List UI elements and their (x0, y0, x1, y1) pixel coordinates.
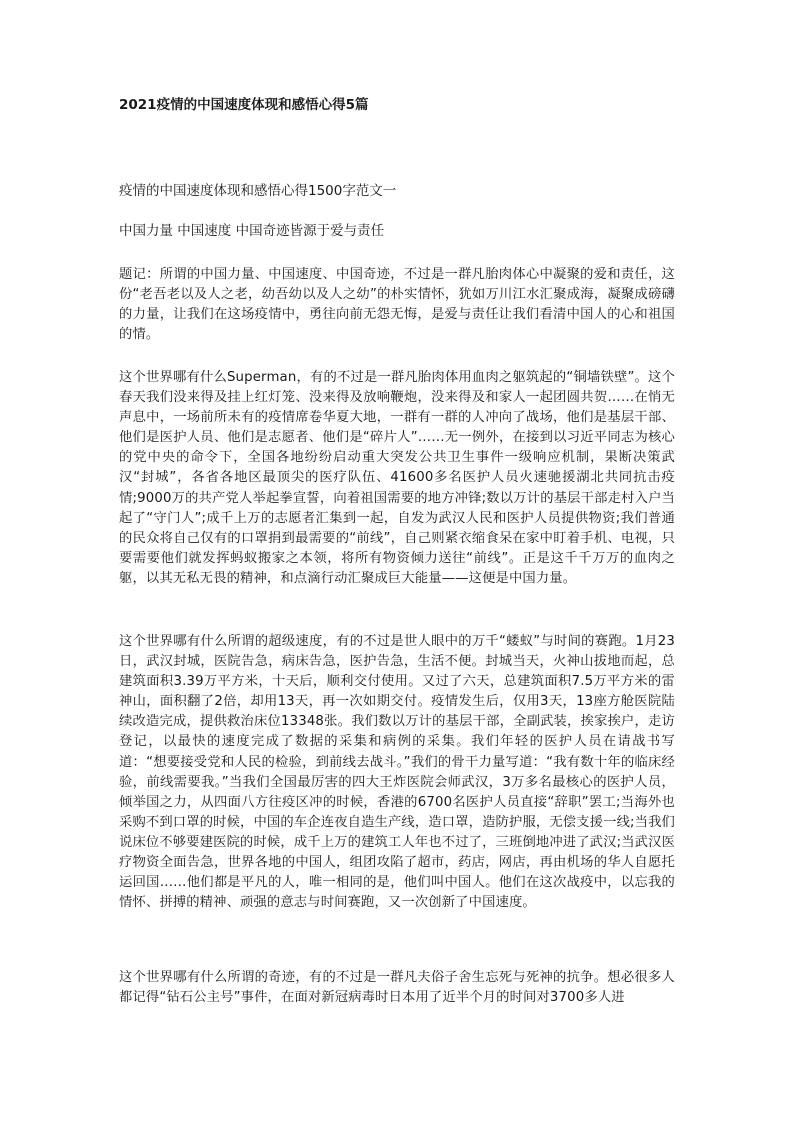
paragraph-epigraph: 题记：所谓的中国力量、中国速度、中国奇迹，不过是一群凡胎肉体心中凝聚的爱和责任，这份“老吾老以及人之老，幼吾幼以及人之幼”的朴实情怀，犹如万川江水汇聚成海，凝聚成磅礴的力量，让我们在这场疫情中，勇往向前无怨无悔，是爱与责任让我们看清中国人的心和祖国的情。 (119, 267, 675, 343)
paragraph-china-miracle: 这个世界哪有什么所谓的奇迹，有的不过是一群凡夫俗子舍生忘死与死神的抗争。想必很多人都记得“钻石公主号”事件，在面对新冠病毒时日本用了近半个月的时间对3700多人进 (119, 970, 675, 1006)
document-title: 2021疫情的中国速度体现和感悟心得5篇 (119, 97, 369, 113)
section-subtitle: 疫情的中国速度体现和感悟心得1500字范文一 (119, 183, 397, 199)
paragraph-china-speed: 这个世界哪有什么所谓的超级速度，有的不过是世人眼中的万千“蝼蚁”与时间的赛跑。1月23日，武汉封城，医院告急，病床告急，医护告急，生活不便。封城当天，火神山拔地而起，总建筑面积3.39万平方米，十天后，顺利交付使用。又过了六天，总建筑面积7.5万平方米的雷神山，面积翻了2倍，却用13天，再一次如期交付。疫情发生后，仅用3天，13座方舱医院陆续改造完成，提供救治床位13348张。我们数以万计的基层干部，全副武装，挨家挨户，走访登记，以最快的速度完成了数据的采集和病例的采集。我们年轻的医护人员在请战书写道：“想要接受党和人民的检验，到前线去战斗。”我们的骨干力量写道：“我有数十年的临床经验，前线需要我。”当我们全国最厉害的四大王炸医院会师武汉，3万多名最核心的医护人员，倾举国之力，从四面八方往疫区冲的时候，香港的6700名医护人员直接“辞职”罢工;当海外也采购不到口罩的时候，中国的车企连夜自造生产线，造口罩，造防护服，无偿支援一线;当我们说床位不够要建医院的时候，成千上万的建筑工人年也不过了，三班倒地冲进了武汉;当武汉医疗物资全面告急，世界各地的中国人，组团攻陷了超市，药店，网店，再由机场的华人自愿托运回国……他们都是平凡的人，唯一相同的是，他们叫中国人。他们在这次战疫中，以忘我的情怀、拼搏的精神、顽强的意志与时间赛跑，又一次创新了中国速度。 (119, 634, 675, 911)
section-tagline: 中国力量 中国速度 中国奇迹皆源于爱与责任 (119, 223, 385, 239)
paragraph-china-power: 这个世界哪有什么Superman，有的不过是一群凡胎肉体用血肉之躯筑起的“铜墙铁壁”。这个春天我们没来得及挂上红灯笼、没来得及放响鞭炮，没来得及和家人一起团圆共贺……在悄无声息中，一场前所未有的疫情席卷华夏大地，一群有一群的人冲向了战场，他们是基层干部、他们是医护人员、他们是志愿者、他们是“碎片人”……无一例外，在接到以习近平同志为核心的党中央的命令下，全国各地纷纷启动重大突发公共卫生事件一级响应机制，果断决策武汉“封城”，各省各地区最顶尖的医疗队伍、41600多名医护人员火速驰援湖北共同抗击疫情;9000万的共产党人举起拳宣誓，向着祖国需要的地方冲锋;数以万计的基层干部走村入户当起了“守门人”;成千上万的志愿者汇集到一起，自发为武汉人民和医护人员提供物资;我们普通的民众将自己仅有的口罩捐到最需要的“前线”，自己则紧衣缩食呆在家中盯着手机、电视，只要需要他们就发挥蚂蚁搬家之本领，将所有物资倾力送往“前线”。正是这千千万万的血肉之躯，以其无私无畏的精神，和点滴行动汇聚成巨大能量——这便是中国力量。 (119, 370, 675, 586)
